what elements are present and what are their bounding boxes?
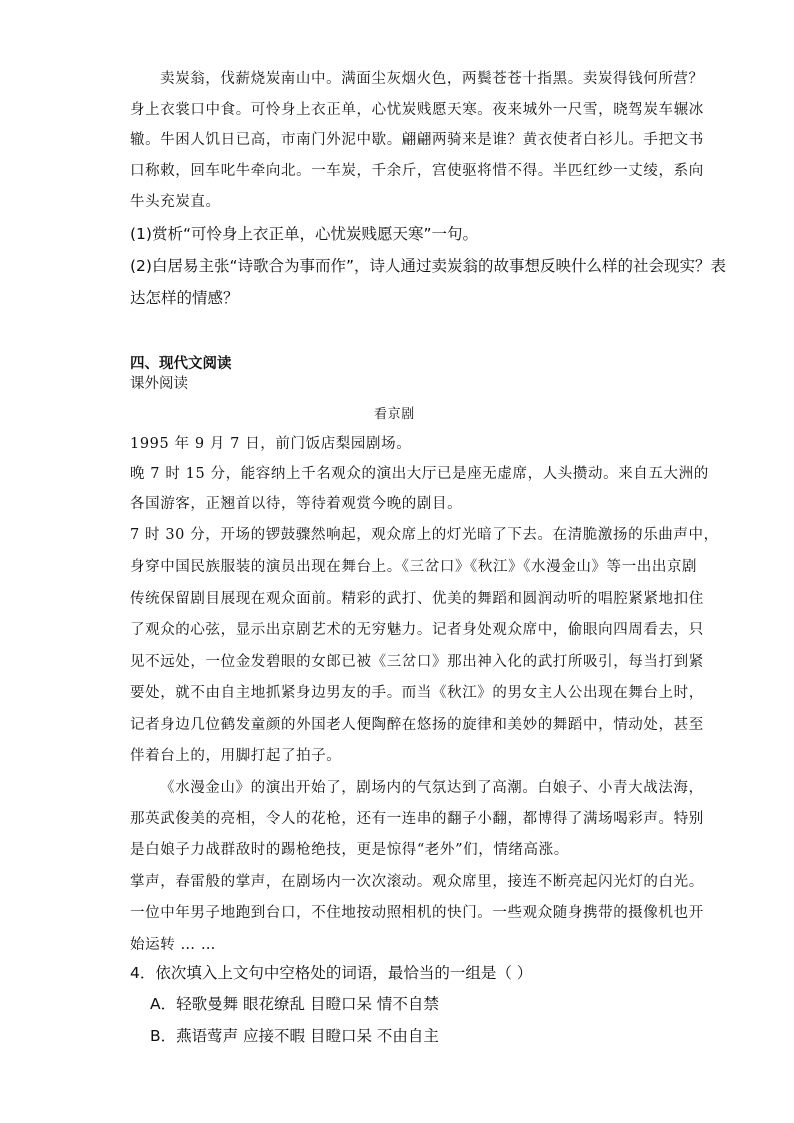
section-subheading: 课外阅读 (130, 376, 188, 392)
article-line: 身穿中国民族服装的演员出现在舞台上。《三岔口》《秋江》《水漫金山》等一出出京剧 (130, 559, 698, 575)
article-line: 始运转 … … (130, 937, 216, 953)
article-title: 看京剧 (374, 407, 415, 422)
option-b: B．燕语莺声 应接不暇 目瞪口呆 不由自主 (150, 1027, 439, 1045)
article-line: 晚 7 时 15 分，能容纳上千名观众的演出大厅已是座无虚席，人头攒动。来自五大洲的 (130, 466, 709, 482)
poem-line: 辙。牛困人饥日已高，市南门外泥中歇。翩翩两骑来是谁？黄衣使者白衫儿。手把文书 (130, 132, 704, 148)
article-line: 一位中年男子地跑到台口，不住地按动照相机的快门。一些观众随身携带的摄像机也开 (130, 905, 704, 921)
option-a: A．轻歌曼舞 眼花缭乱 目瞪口呆 情不自禁 (150, 995, 439, 1013)
article-line: 是白娘子力战群敌时的踢枪绝技，更是惊得“老外”们，情绪高涨。 (130, 842, 569, 858)
article-line: 了观众的心弦，显示出京剧艺术的无穷魅力。记者身处观众席中，偷眼向四周看去，只 (130, 622, 704, 638)
section-heading: 四、现代文阅读 (130, 356, 232, 372)
poem-line: 口称敕，回车叱牛牵向北。一车炭，千余斤，宫使驱将惜不得。半匹红纱一丈绫，系向 (130, 163, 704, 179)
article-line: 要处，就不由自主地抓紧身边男友的手。而当《秋江》的男女主人公出现在舞台上时， (130, 685, 704, 701)
article-line: 传统保留剧目展现在观众面前。精彩的武打、优美的舞蹈和圆润动听的唱腔紧紧地扣住 (130, 591, 704, 607)
article-line: 1995 年 9 月 7 日，前门饭店梨园剧场。 (130, 436, 412, 452)
question-2-cont: 达怎样的情感？ (130, 289, 239, 307)
article-line: 记者身边几位鹤发童颜的外国老人便陶醉在悠扬的旋律和美妙的舞蹈中，情动处，甚至 (130, 717, 704, 733)
article-line: 各国游客，正翘首以待，等待着观赏今晚的剧目。 (130, 496, 463, 512)
article-line: 《水漫金山》的演出开始了，剧场内的气氛达到了高潮。白娘子、小青大战法海， (160, 780, 704, 796)
question-1: (1)赏析“可怜身上衣正单，心忧炭贱愿天寒”一句。 (130, 225, 479, 243)
poem-line: 牛头充炭直。 (130, 194, 221, 210)
poem-line: 卖炭翁，伐薪烧炭南山中。满面尘灰烟火色，两鬓苍苍十指黑。卖炭得钱何所营？ (160, 71, 704, 87)
article-line: 7 时 30 分，开场的锣鼓骤然响起，观众席上的灯光暗了下去。在清脆激扬的乐曲声中， (130, 527, 719, 543)
article-line: 伴着台上的，用脚打起了拍子。 (130, 748, 342, 764)
article-line: 那英武俊美的亮相，令人的花枪，还有一连串的翻子小翻，都博得了满场喝彩声。特别 (130, 811, 704, 827)
article-line: 掌声，春雷般的掌声，在剧场内一次次滚动。观众席里，接连不断亮起闪光灯的白光。 (130, 874, 704, 890)
question-2: (2)白居易主张“诗歌合为事而作”，诗人通过卖炭翁的故事想反映什么样的社会现实？表 (130, 257, 727, 275)
question-4-stem: 4．依次填入上文句中空格处的词语，最恰当的一组是（ ） (130, 964, 533, 982)
poem-line: 身上衣裳口中食。可怜身上衣正单，心忧炭贱愿天寒。夜来城外一尺雪，晓驾炭车辗冰 (130, 102, 704, 118)
article-line: 见不远处，一位金发碧眼的女郎已被《三岔口》那出神入化的武打所吸引，每当打到紧 (130, 654, 704, 670)
